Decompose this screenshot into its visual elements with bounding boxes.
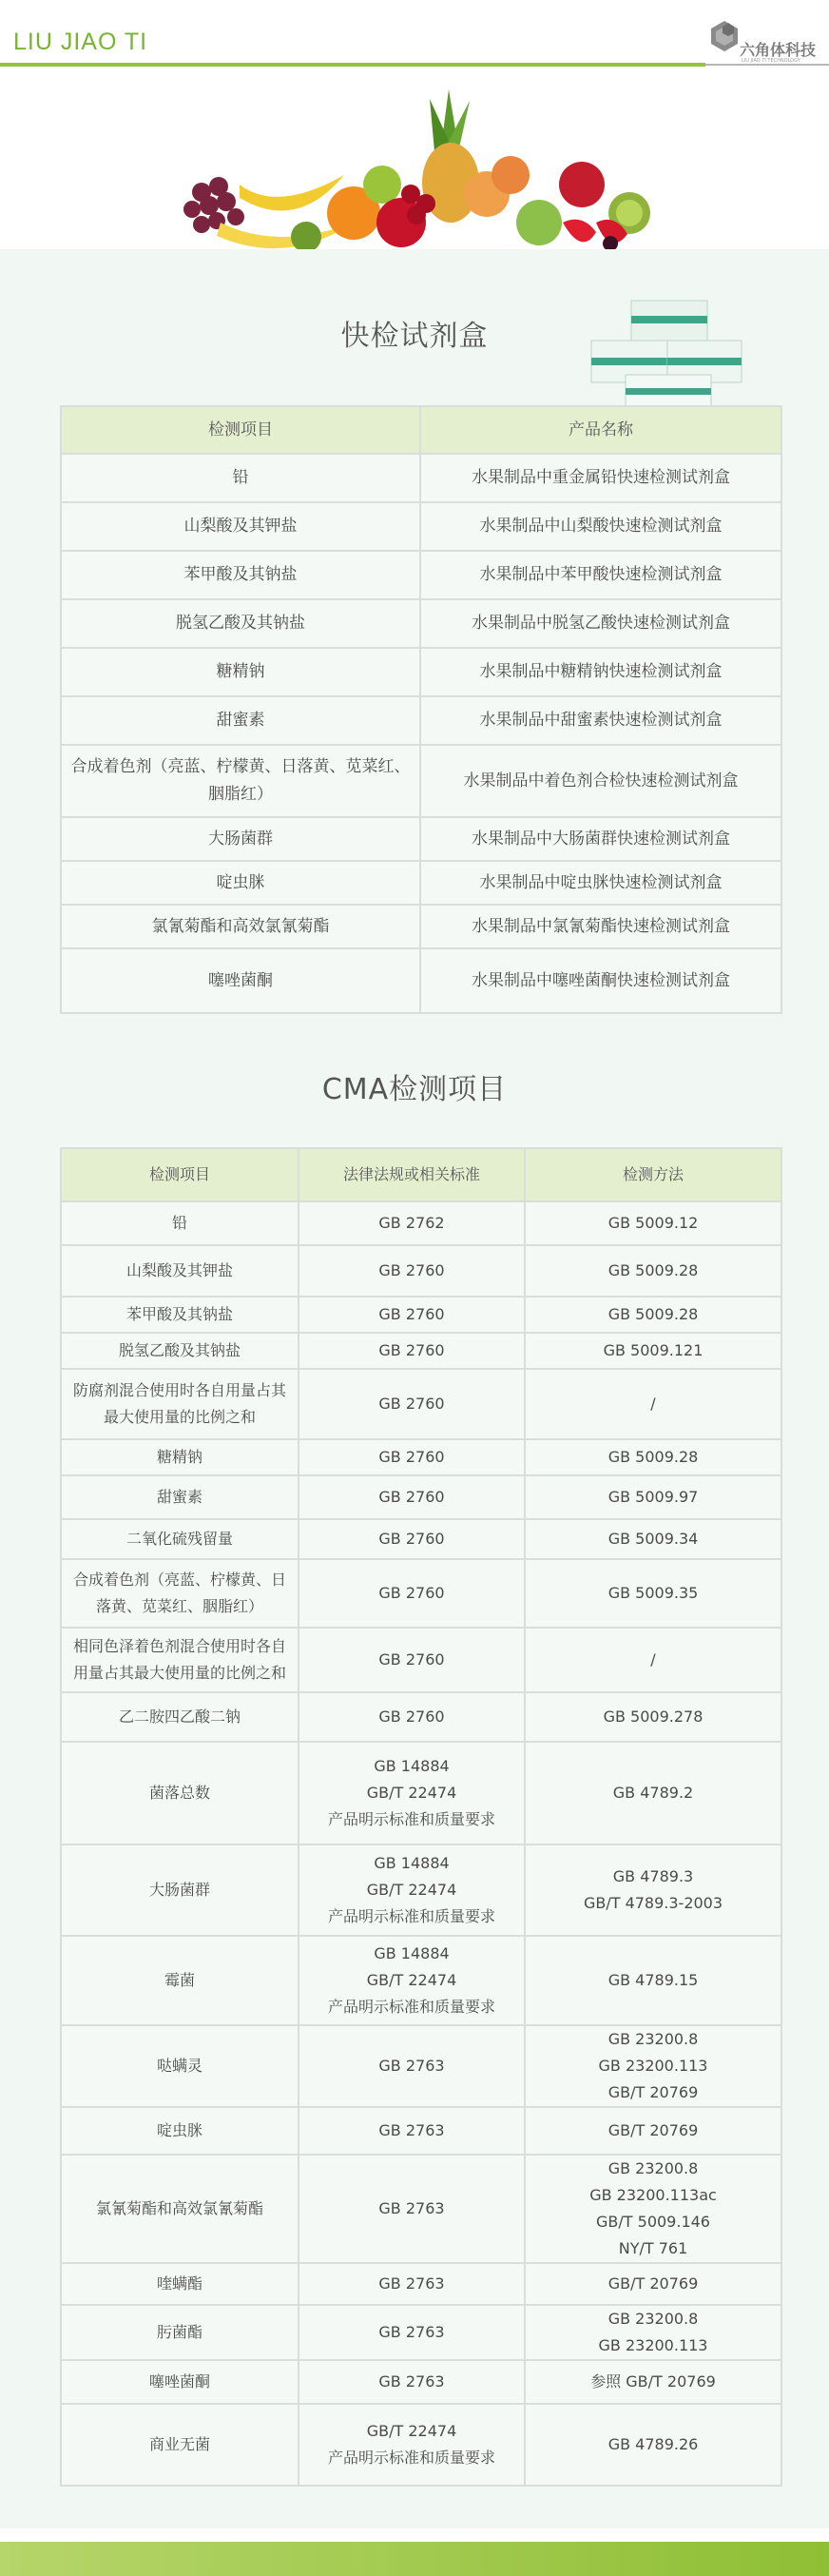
table-row	[61, 454, 781, 502]
fruit-banner-image	[164, 80, 677, 270]
cma-method-cell: GB 5009.35	[525, 1559, 781, 1628]
table-row	[61, 1628, 781, 1692]
cma-item-cell: 苯甲酸及其钠盐	[61, 1297, 299, 1333]
kit-item-cell: 啶虫脒	[61, 861, 420, 905]
kit-product-cell: 水果制品中啶虫脒快速检测试剂盒	[420, 861, 781, 905]
logo-name: 六角体科技	[740, 41, 817, 59]
kit-item-cell: 脱氢乙酸及其钠盐	[61, 599, 420, 648]
table-row	[61, 1369, 781, 1439]
cma-col-header-item: 检测项目	[61, 1148, 299, 1201]
kit-product-cell: 水果制品中噻唑菌酮快速检测试剂盒	[420, 948, 781, 1013]
table-row	[61, 1297, 781, 1333]
cma-item-cell: 防腐剂混合使用时各自用量占其 最大使用量的比例之和	[61, 1369, 299, 1439]
table-row	[61, 2155, 781, 2263]
cma-item-cell: 相同色泽着色剂混合使用时各自 用量占其最大使用量的比例之和	[61, 1628, 299, 1692]
brand-wordmark: LIU JIAO TI	[13, 29, 148, 55]
kit-product-cell: 水果制品中大肠菌群快速检测试剂盒	[420, 817, 781, 861]
cma-item-cell: 氯氰菊酯和高效氯氰菊酯	[61, 2155, 299, 2263]
cma-standard-cell: GB 14884 GB/T 22474 产品明示标准和质量要求	[299, 1936, 525, 2025]
header-green-rule	[0, 63, 705, 67]
logo-subtitle: LIU JIAO TI TECHNOLOGY	[742, 58, 800, 64]
table-row	[61, 1245, 781, 1297]
cma-standard-cell: GB 2760	[299, 1692, 525, 1742]
table-row	[61, 551, 781, 599]
table-row	[61, 1333, 781, 1369]
table-row	[61, 861, 781, 905]
cma-method-cell: GB 23200.8 GB 23200.113	[525, 2305, 781, 2360]
kit-product-cell: 水果制品中苯甲酸快速检测试剂盒	[420, 551, 781, 599]
cma-standard-cell: GB 2760	[299, 1369, 525, 1439]
cma-standard-cell: GB 2760	[299, 1628, 525, 1692]
cma-standard-cell: GB 14884 GB/T 22474 产品明示标准和质量要求	[299, 1844, 525, 1936]
table-row	[61, 1936, 781, 2025]
page-header	[0, 0, 829, 74]
kit-product-cell: 水果制品中着色剂合检快速检测试剂盒	[420, 745, 781, 817]
cma-standard-cell: GB 2760	[299, 1245, 525, 1297]
kit-product-cell: 水果制品中脱氢乙酸快速检测试剂盒	[420, 599, 781, 648]
kit-item-cell: 大肠菌群	[61, 817, 420, 861]
cma-item-cell: 喹螨酯	[61, 2263, 299, 2305]
cma-item-cell: 糖精钠	[61, 1439, 299, 1475]
kit-item-cell: 氯氰菊酯和高效氯氰菊酯	[61, 905, 420, 948]
table-row	[61, 1201, 781, 1245]
kit-col-header-item: 检测项目	[61, 406, 420, 454]
cma-item-cell: 噻唑菌酮	[61, 2360, 299, 2404]
cma-method-cell: GB 4789.2	[525, 1742, 781, 1844]
cma-method-cell: GB/T 20769	[525, 2263, 781, 2305]
kit-item-cell: 甜蜜素	[61, 696, 420, 745]
kit-product-cell: 水果制品中糖精钠快速检测试剂盒	[420, 648, 781, 696]
cma-table	[60, 1147, 782, 2487]
table-row	[61, 905, 781, 948]
table-row	[61, 1742, 781, 1844]
cma-method-cell: GB 5009.28	[525, 1297, 781, 1333]
cma-standard-cell: GB 14884 GB/T 22474 产品明示标准和质量要求	[299, 1742, 525, 1844]
cma-method-cell: GB 23200.8 GB 23200.113 GB/T 20769	[525, 2025, 781, 2107]
cma-method-cell: GB 5009.34	[525, 1519, 781, 1559]
table-row	[61, 745, 781, 817]
table-row	[61, 1439, 781, 1475]
table-row	[61, 1475, 781, 1519]
cma-standard-cell: GB 2763	[299, 2155, 525, 2263]
cma-col-header-standard: 法律法规或相关标准	[299, 1148, 525, 1201]
cma-standard-cell: GB/T 22474 产品明示标准和质量要求	[299, 2404, 525, 2486]
cma-standard-cell: GB 2760	[299, 1475, 525, 1519]
cma-method-cell: GB 5009.97	[525, 1475, 781, 1519]
table-row	[61, 817, 781, 861]
table-row	[61, 2404, 781, 2486]
kit-item-cell: 糖精钠	[61, 648, 420, 696]
kit-product-cell: 水果制品中甜蜜素快速检测试剂盒	[420, 696, 781, 745]
cma-item-cell: 合成着色剂（亮蓝、柠檬黄、日 落黄、苋菜红、胭脂红）	[61, 1559, 299, 1628]
cma-item-cell: 啶虫脒	[61, 2107, 299, 2155]
cma-item-cell: 二氧化硫残留量	[61, 1519, 299, 1559]
cma-method-cell: GB 4789.26	[525, 2404, 781, 2486]
cma-method-cell: GB 5009.278	[525, 1692, 781, 1742]
cma-standard-cell: GB 2763	[299, 2107, 525, 2155]
cma-standard-cell: GB 2763	[299, 2360, 525, 2404]
cma-standard-cell: GB 2760	[299, 1333, 525, 1369]
cma-section-title: CMA检测项目	[321, 1073, 508, 1106]
table-row	[61, 2360, 781, 2404]
kit-col-header-product: 产品名称	[420, 406, 781, 454]
cma-method-cell: GB 5009.121	[525, 1333, 781, 1369]
table-row	[61, 648, 781, 696]
table-row	[61, 2107, 781, 2155]
cma-item-cell: 山梨酸及其钾盐	[61, 1245, 299, 1297]
cma-item-cell: 哒螨灵	[61, 2025, 299, 2107]
cma-method-cell: /	[525, 1628, 781, 1692]
table-row	[61, 1559, 781, 1628]
kit-item-cell: 苯甲酸及其钠盐	[61, 551, 420, 599]
cma-method-cell: GB 5009.28	[525, 1439, 781, 1475]
cma-item-cell: 菌落总数	[61, 1742, 299, 1844]
cma-col-header-method: 检测方法	[525, 1148, 781, 1201]
kit-section-title: 快检试剂盒	[340, 320, 489, 353]
cma-item-cell: 甜蜜素	[61, 1475, 299, 1519]
table-row	[61, 599, 781, 648]
table-row	[61, 1519, 781, 1559]
table-row	[61, 2305, 781, 2360]
kit-item-cell: 合成着色剂（亮蓝、柠檬黄、日落黄、苋菜红、胭脂红）	[61, 745, 420, 817]
cma-item-cell: 乙二胺四乙酸二钠	[61, 1692, 299, 1742]
table-row	[61, 2263, 781, 2305]
cma-method-cell: GB/T 20769	[525, 2107, 781, 2155]
cma-item-cell: 大肠菌群	[61, 1844, 299, 1936]
kit-item-cell: 铅	[61, 454, 420, 502]
table-row	[61, 1844, 781, 1936]
cma-standard-cell: GB 2763	[299, 2025, 525, 2107]
cma-item-cell: 肟菌酯	[61, 2305, 299, 2360]
cma-standard-cell: GB 2760	[299, 1439, 525, 1475]
cma-method-cell: 参照 GB/T 20769	[525, 2360, 781, 2404]
hexagon-logo-icon	[705, 19, 743, 57]
cma-method-cell: GB 4789.15	[525, 1936, 781, 2025]
cma-method-cell: GB 23200.8 GB 23200.113ac GB/T 5009.146 NY/T 761	[525, 2155, 781, 2263]
kit-item-cell: 噻唑菌酮	[61, 948, 420, 1013]
cma-item-cell: 脱氢乙酸及其钠盐	[61, 1333, 299, 1369]
test-kit-boxes-image	[588, 299, 745, 411]
cma-item-cell: 商业无菌	[61, 2404, 299, 2486]
company-logo	[705, 17, 818, 70]
kit-product-cell: 水果制品中氯氰菊酯快速检测试剂盒	[420, 905, 781, 948]
kit-product-cell: 水果制品中山梨酸快速检测试剂盒	[420, 502, 781, 551]
cma-item-cell: 铅	[61, 1201, 299, 1245]
cma-method-cell: /	[525, 1369, 781, 1439]
kit-table	[60, 405, 782, 1014]
cma-standard-cell: GB 2762	[299, 1201, 525, 1245]
cma-method-cell: GB 4789.3 GB/T 4789.3-2003	[525, 1844, 781, 1936]
cma-standard-cell: GB 2760	[299, 1297, 525, 1333]
cma-standard-cell: GB 2760	[299, 1519, 525, 1559]
kit-item-cell: 山梨酸及其钾盐	[61, 502, 420, 551]
cma-standard-cell: GB 2763	[299, 2263, 525, 2305]
table-row	[61, 948, 781, 1013]
cma-standard-cell: GB 2763	[299, 2305, 525, 2360]
cma-item-cell: 霉菌	[61, 1936, 299, 2025]
cma-method-cell: GB 5009.28	[525, 1245, 781, 1297]
table-row	[61, 696, 781, 745]
kit-product-cell: 水果制品中重金属铅快速检测试剂盒	[420, 454, 781, 502]
cma-standard-cell: GB 2760	[299, 1559, 525, 1628]
table-row	[61, 502, 781, 551]
cma-method-cell: GB 5009.12	[525, 1201, 781, 1245]
footer-bar	[0, 2542, 829, 2576]
table-row	[61, 2025, 781, 2107]
cma-table-header-row	[61, 1148, 781, 1201]
table-row	[61, 1692, 781, 1742]
kit-table-header-row	[61, 406, 781, 454]
